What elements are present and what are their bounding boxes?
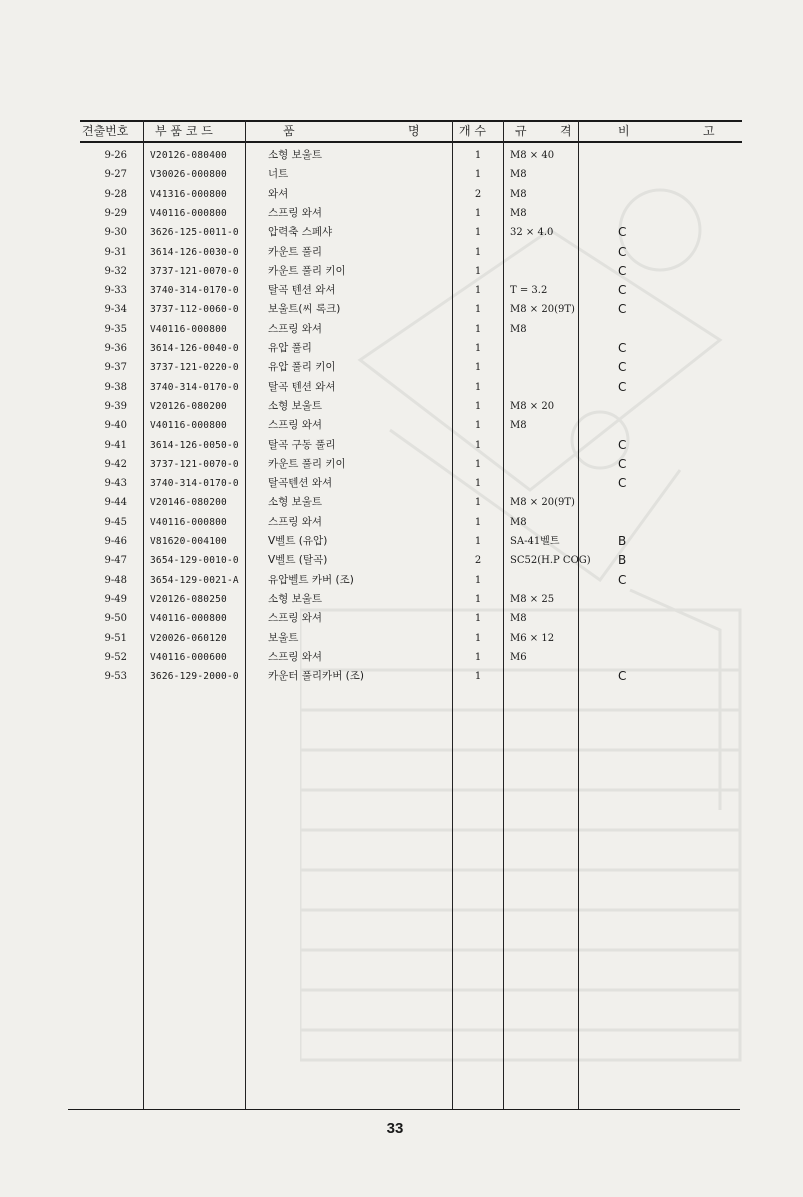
table-row — [0, 455, 803, 474]
part-code: V20126-080250 — [150, 593, 227, 605]
quantity: 1 — [474, 536, 482, 547]
remark: B — [618, 553, 627, 568]
part-name: 탈곡텐션 와셔 — [268, 477, 333, 490]
table-row — [0, 648, 803, 667]
quantity: 1 — [474, 651, 482, 663]
part-code: 3737-112-0060-0 — [150, 304, 239, 316]
quantity: 1 — [474, 207, 482, 219]
part-code: 3626-125-0011-0 — [150, 227, 239, 239]
quantity: 1 — [474, 458, 482, 470]
quantity: 1 — [474, 613, 482, 625]
part-name: 와셔 — [268, 187, 289, 200]
header-note-2: 고 — [703, 124, 715, 138]
table-row — [0, 281, 803, 300]
specification: SC52(H.P COG) — [510, 555, 591, 567]
quantity: 1 — [474, 381, 482, 393]
specification: M8 — [510, 323, 527, 335]
row-number: 9-27 — [104, 169, 127, 181]
table-row — [0, 493, 803, 512]
part-name: 너트 — [268, 168, 289, 181]
part-code: 3737-121-0070-0 — [150, 265, 239, 277]
header-spec-2: 격 — [560, 124, 572, 138]
part-code: V30026-000800 — [150, 169, 227, 181]
part-name: 유압벨트 카버 (조) — [268, 573, 354, 586]
remark: B — [618, 534, 627, 548]
row-number: 9-36 — [104, 343, 127, 354]
remark: C — [618, 283, 627, 298]
part-code: V20146-080200 — [150, 497, 227, 509]
part-name: 스프링 와셔 — [268, 206, 323, 219]
quantity: 1 — [474, 362, 482, 374]
part-code: V20026-060120 — [150, 632, 227, 644]
row-number: 9-34 — [104, 304, 127, 316]
quantity: 1 — [474, 150, 482, 161]
row-number: 9-37 — [104, 362, 127, 374]
quantity: 1 — [474, 420, 482, 432]
remark: C — [618, 341, 627, 355]
table-row — [0, 146, 803, 165]
specification: M6 × 12 — [510, 632, 555, 644]
part-name: 압력축 스페샤 — [268, 226, 333, 239]
part-code: V40116-000800 — [150, 613, 227, 625]
row-number: 9-39 — [104, 400, 127, 412]
part-name: 탈곡 텐션 와셔 — [268, 380, 336, 393]
row-number: 9-40 — [104, 420, 127, 432]
specification: M8 — [510, 516, 527, 528]
remark: C — [618, 302, 627, 317]
row-number: 9-52 — [104, 651, 127, 663]
specification: M8 — [510, 169, 527, 181]
table-bottom-rule — [68, 1109, 740, 1110]
part-name: 소형 보울트 — [268, 496, 323, 509]
part-name: 스프링 와셔 — [268, 419, 323, 432]
part-code: V20126-080200 — [150, 400, 227, 412]
table-row — [0, 629, 803, 648]
specification: M8 — [510, 613, 527, 625]
row-number: 9-48 — [104, 574, 127, 586]
part-name: V벨트 (탈곡) — [268, 554, 328, 567]
remark: C — [618, 360, 627, 375]
specification: M8 × 25 — [510, 593, 555, 605]
remark: C — [618, 437, 627, 452]
table-row — [0, 339, 803, 358]
quantity: 1 — [474, 285, 482, 297]
row-number: 9-49 — [104, 593, 127, 605]
table-row — [0, 358, 803, 377]
part-code: 3654-129-0010-0 — [150, 555, 239, 567]
table-row — [0, 513, 803, 532]
part-name: 스프링 와셔 — [268, 650, 323, 663]
row-number: 9-53 — [104, 671, 127, 683]
table-row — [0, 667, 803, 686]
quantity: 1 — [474, 497, 482, 509]
part-code: 3614-126-0030-0 — [150, 246, 239, 258]
part-code: V40116-000800 — [150, 420, 227, 432]
table-row — [0, 532, 803, 551]
header-bottom-rule — [80, 141, 742, 143]
part-name: 탈곡 텐션 와셔 — [268, 284, 336, 297]
part-code: 3737-121-0070-0 — [150, 458, 239, 470]
part-name: 스프링 와셔 — [268, 515, 323, 528]
table-row — [0, 262, 803, 281]
part-code: 3626-129-2000-0 — [150, 671, 239, 683]
remark: C — [618, 263, 627, 278]
row-number: 9-43 — [104, 478, 127, 490]
part-name: 유압 풀리 — [268, 342, 312, 354]
part-code: V20126-080400 — [150, 150, 227, 161]
row-number: 9-51 — [104, 632, 127, 644]
part-code: 3740-314-0170-0 — [150, 381, 239, 393]
part-code: 3740-314-0170-0 — [150, 285, 239, 297]
row-number: 9-42 — [104, 458, 127, 470]
quantity: 1 — [474, 169, 482, 181]
row-number: 9-28 — [104, 188, 127, 200]
quantity: 1 — [474, 439, 482, 451]
row-number: 9-47 — [104, 555, 127, 567]
row-number: 9-31 — [104, 246, 127, 258]
specification: M8 × 20(9T) — [510, 304, 575, 316]
part-code: 3740-314-0170-0 — [150, 478, 239, 490]
table-row — [0, 397, 803, 416]
table-row — [0, 416, 803, 435]
table-row — [0, 320, 803, 339]
specification: SA-41벨트 — [510, 536, 560, 547]
remark: C — [618, 244, 627, 259]
part-code: V40116-000800 — [150, 323, 227, 335]
row-number: 9-41 — [104, 439, 127, 451]
table-row — [0, 551, 803, 570]
header-spec-1: 규 — [515, 124, 527, 138]
row-number: 9-30 — [104, 227, 127, 239]
row-number: 9-38 — [104, 381, 127, 393]
part-name: V벨트 (유압) — [268, 535, 328, 547]
header-code: 부 품 코 드 — [155, 124, 213, 138]
header-qty: 개 수 — [459, 124, 486, 138]
remark: C — [618, 456, 627, 471]
header-note-1: 비 — [618, 124, 630, 138]
table-row — [0, 300, 803, 319]
part-name: 카운트 풀리 키이 — [268, 264, 346, 277]
table-row — [0, 378, 803, 397]
table-row — [0, 590, 803, 609]
part-name: 스프링 와셔 — [268, 612, 323, 625]
specification: M6 — [510, 651, 527, 663]
part-name: 카운트 풀리 — [268, 245, 323, 258]
table-row — [0, 609, 803, 628]
row-number: 9-46 — [104, 536, 127, 547]
part-name: 탈곡 구동 풀리 — [268, 438, 336, 451]
quantity: 1 — [474, 227, 482, 239]
remark: C — [618, 669, 627, 684]
table-row — [0, 165, 803, 184]
quantity: 1 — [474, 593, 482, 605]
quantity: 1 — [474, 343, 482, 354]
specification: T = 3.2 — [510, 285, 548, 297]
remark: C — [618, 476, 627, 491]
page-number: 33 — [386, 1120, 404, 1137]
remark: C — [618, 225, 627, 240]
part-name: 소형 보울트 — [268, 149, 323, 161]
row-number: 9-33 — [104, 285, 127, 297]
specification: M8 — [510, 420, 527, 432]
part-code: V40116-000800 — [150, 516, 227, 528]
table-row — [0, 243, 803, 262]
part-name: 보울트 — [268, 631, 299, 644]
table-row — [0, 474, 803, 493]
part-code: V81620-004100 — [150, 536, 227, 547]
part-name: 보울트(씨 록크) — [268, 303, 341, 316]
part-name: 스프링 와셔 — [268, 322, 323, 335]
quantity: 1 — [474, 574, 482, 586]
quantity: 1 — [474, 304, 482, 316]
row-number: 9-44 — [104, 497, 127, 509]
part-name: 소형 보울트 — [268, 399, 323, 412]
specification: M8 × 20 — [510, 400, 555, 412]
quantity: 1 — [474, 516, 482, 528]
header-name-1: 품 — [283, 124, 295, 138]
table-row — [0, 223, 803, 242]
specification: 32 × 4.0 — [510, 227, 554, 239]
specification: M8 × 40 — [510, 150, 555, 161]
quantity: 1 — [474, 265, 482, 277]
quantity: 1 — [474, 246, 482, 258]
header-no: 견출번호 — [82, 124, 129, 138]
part-code: V40116-000600 — [150, 651, 227, 663]
header-name-2: 명 — [408, 124, 420, 138]
table-row — [0, 436, 803, 455]
part-code: V40116-000800 — [150, 207, 227, 219]
row-number: 9-29 — [104, 207, 127, 219]
row-number: 9-35 — [104, 323, 127, 335]
quantity: 2 — [474, 188, 482, 200]
row-number: 9-50 — [104, 613, 127, 625]
table-row — [0, 571, 803, 590]
quantity: 1 — [474, 400, 482, 412]
part-name: 카운트 풀리 키이 — [268, 457, 346, 470]
row-number: 9-32 — [104, 265, 127, 277]
quantity: 2 — [474, 555, 482, 567]
part-name: 카운터 풀리카버 (조) — [268, 670, 365, 683]
row-number: 9-26 — [104, 150, 127, 161]
table-row — [0, 185, 803, 204]
remark: C — [618, 379, 627, 394]
part-code: 3654-129-0021-A — [150, 574, 239, 586]
quantity: 1 — [474, 323, 482, 335]
remark: C — [618, 572, 627, 587]
quantity: 1 — [474, 671, 482, 683]
quantity: 1 — [474, 632, 482, 644]
part-code: V41316-000800 — [150, 188, 227, 200]
part-code: 3614-126-0050-0 — [150, 439, 239, 451]
specification: M8 — [510, 188, 527, 200]
row-number: 9-45 — [104, 516, 127, 528]
specification: M8 — [510, 207, 527, 219]
part-name: 소형 보울트 — [268, 592, 323, 605]
part-name: 유압 풀리 키이 — [268, 361, 336, 374]
table-row — [0, 204, 803, 223]
quantity: 1 — [474, 478, 482, 490]
part-code: 3737-121-0220-0 — [150, 362, 239, 374]
part-code: 3614-126-0040-0 — [150, 343, 239, 354]
specification: M8 × 20(9T) — [510, 497, 575, 509]
